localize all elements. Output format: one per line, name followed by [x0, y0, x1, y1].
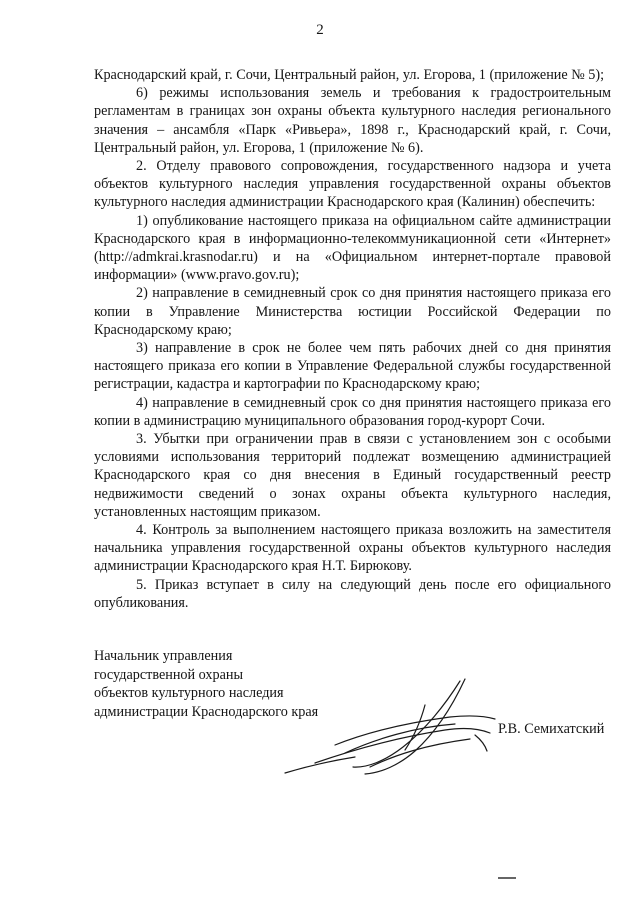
paragraph-subitem-2: 2) направление в семидневный срок со дня принятия настоящего приказа его копии в Управление Министерства юстиции Российской Федерации по Краснодарскому краю;: [94, 285, 611, 338]
signer-position-line: объектов культурного наследия: [94, 685, 284, 702]
signer-position-line: администрации Краснодарского края: [94, 703, 319, 720]
paragraph-clause-3: 3. Убытки при ограничении прав в связи с установлением зон с особыми условиями использования территорий подлежат возмещению администрацией Краснодарского края со дня внесения в Единый государственный реестр недвижимости сведений о зонах охраны объекта культурного наследия, установленных настоящим приказом.: [94, 431, 611, 520]
paragraph-clause-5: 5. Приказ вступает в силу на следующий день после его официального опубликования.: [94, 576, 611, 611]
signer-name: Р.В. Семихатский: [498, 721, 605, 737]
signer-position-line: Начальник управления: [94, 648, 233, 664]
footer-mark: [498, 877, 516, 879]
paragraph-item-6: 6) режимы использования земель и требования к градостроительным регламентам в границах зон охраны объекта культурного наследия регионального значения – ансамбля «Парк «Ривьера», 1898 г., Краснодарский край, г. Сочи, Центральный район, ул. Егорова, 1 (приложение № 6).: [94, 85, 611, 156]
document-body: [94, 66, 611, 612]
paragraph-clause-2: 2. Отделу правового сопровождения, государственного надзора и учета объектов культурного наследия управления государственной охраны объектов культурного наследия администрации Краснодарского края (Калинин) обеспечить:: [94, 158, 611, 211]
paragraph-subitem-3: 3) направление в срок не более чем пять рабочих дней со дня принятия настоящего приказа его копии в Управление Федеральной службы государственной регистрации, кадастра и картографии по Краснодарскому краю;: [94, 340, 611, 393]
paragraph-continuation: Краснодарский край, г. Сочи, Центральный район, ул. Егорова, 1 (приложение № 5);: [94, 67, 605, 83]
handwritten-signature: [275, 675, 505, 780]
signer-position-line: государственной охраны: [94, 666, 244, 683]
paragraph-subitem-1: 1) опубликование настоящего приказа на официальном сайте администрации Краснодарского края в информационно-телекоммуникационной сети «Интернет» (http://admkrai.krasnodar.ru) и на «Официальном интернет-портале правовой информации» (www.pravo.gov.ru);: [94, 212, 611, 284]
paragraph-subitem-4: 4) направление в семидневный срок со дня принятия настоящего приказа его копии в администрацию муниципального образования город-курорт Сочи.: [94, 394, 611, 429]
page-number: 2: [316, 22, 324, 38]
paragraph-clause-4: 4. Контроль за выполнением настоящего приказа возложить на заместителя начальника управления государственной охраны объектов культурного наследия администрации Краснодарского края Н.Т. Бирюкову.: [94, 522, 611, 575]
